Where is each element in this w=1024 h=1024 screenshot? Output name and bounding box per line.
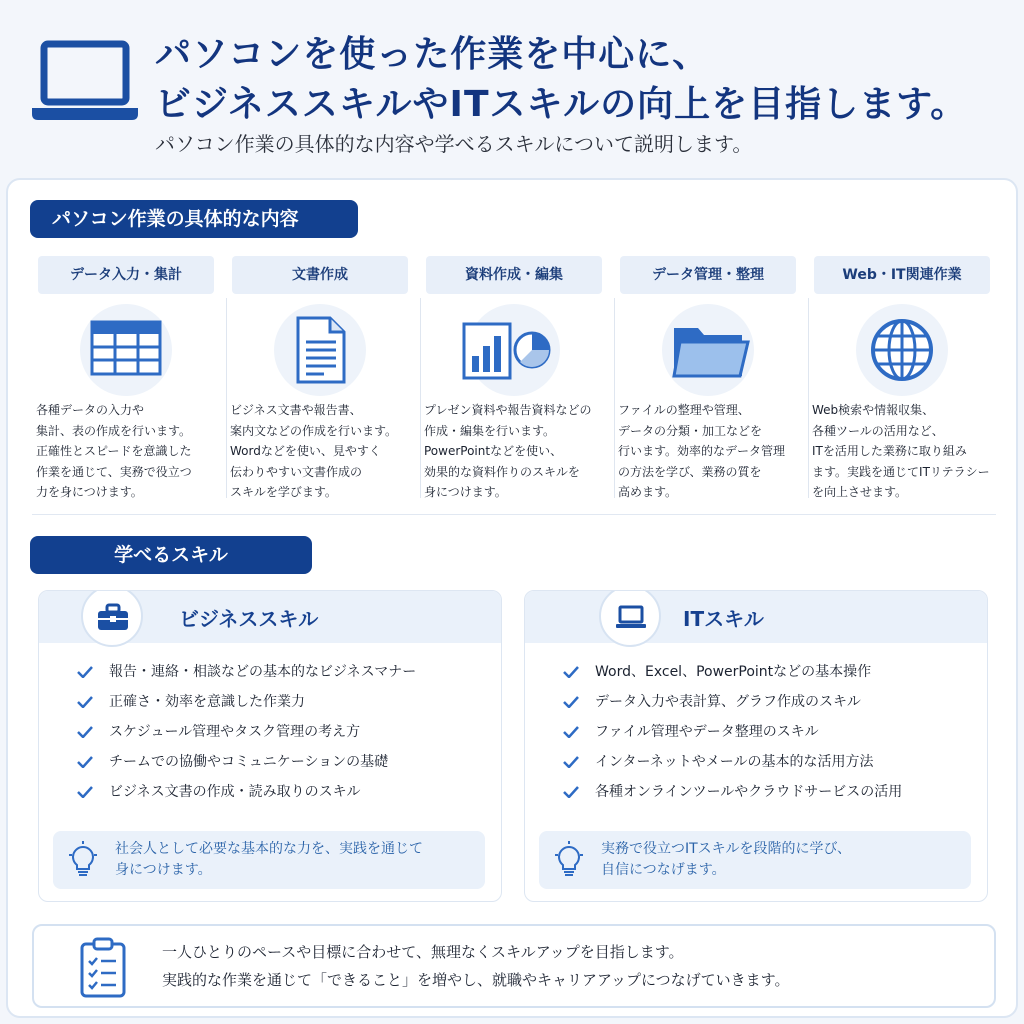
work-column-data-entry (32, 254, 220, 504)
folder-icon (662, 304, 754, 396)
tip-text: 実務で役立つITスキルを段階的に学び、 自信につなげます。 (601, 841, 851, 878)
check-icon (563, 726, 579, 738)
it-tip (539, 831, 971, 889)
work-column-materials (420, 254, 608, 504)
skill-item-text: 報告・連絡・相談などの基本的なビジネスマナー (109, 664, 417, 680)
laptop-icon (30, 40, 140, 122)
page-header (0, 0, 1024, 175)
it-skill-panel (524, 590, 988, 902)
list-item (563, 717, 902, 747)
work-columns (32, 254, 998, 514)
footer-text: 一人ひとりのペースや目標に合わせて、無理なくスキルアップを目指します。 実践的な作業を通じて「できること」を増やし、就職やキャリアアップにつなげていきます。 (162, 943, 790, 989)
list-item (77, 657, 416, 687)
skill-item-text: ビジネス文書の作成・読み取りのスキル (109, 784, 361, 800)
globe-icon (856, 304, 948, 396)
column-heading: データ入力・集計 (38, 256, 214, 294)
skill-item-text: ファイル管理やデータ整理のスキル (595, 724, 819, 740)
laptop-icon (614, 600, 648, 634)
business-skill-list (77, 657, 416, 807)
skill-item-text: チームでの協働やコミュニケーションの基礎 (109, 754, 389, 770)
skills-section-heading: 学べるスキル (30, 536, 312, 574)
column-heading: 資料作成・編集 (426, 256, 602, 294)
check-icon (77, 786, 93, 798)
check-icon (77, 696, 93, 708)
page-title-line2: ビジネススキルやITスキルの向上を目指します。 (155, 84, 968, 125)
panel-header (39, 591, 501, 643)
list-item (77, 717, 416, 747)
skill-item-text: インターネットやメールの基本的な活用方法 (595, 754, 874, 770)
list-item (77, 777, 416, 807)
footer-note (32, 924, 996, 1008)
panel-title: ITスキル (683, 607, 764, 631)
work-column-data-management (614, 254, 802, 504)
panel-header (525, 591, 987, 643)
panel-title: ビジネススキル (179, 607, 319, 631)
tip-text: 社会人として必要な基本的な力を、実践を通じて 身につけます。 (115, 841, 423, 878)
document-icon (274, 304, 366, 396)
page-subtitle: パソコン作業の具体的な内容や学べるスキルについて説明します。 (155, 132, 753, 156)
column-heading: データ管理・整理 (620, 256, 796, 294)
it-skill-list (563, 657, 902, 807)
check-icon (77, 756, 93, 768)
skill-item-text: スケジュール管理やタスク管理の考え方 (109, 724, 361, 740)
clipboard-checklist-icon (78, 936, 128, 998)
content-card (6, 178, 1018, 1018)
business-tip (53, 831, 485, 889)
list-item (563, 657, 902, 687)
column-description: ビジネス文書や報告書、 案内文などの作成を行います。 Wordなどを使い、見やすく 伝わりやすい文書作成の スキルを学びます。 (230, 403, 398, 499)
skill-item-text: Word、Excel、PowerPointなどの基本操作 (595, 664, 872, 680)
column-description: 各種データの入力や 集計、表の作成を行います。 正確性とスピードを意識した 作業を通じて、実務で役立つ 力を身につけます。 (36, 403, 192, 499)
column-heading: Web・IT関連作業 (814, 256, 990, 294)
check-icon (563, 786, 579, 798)
column-heading: 文書作成 (232, 256, 408, 294)
spreadsheet-icon (80, 304, 172, 396)
lightbulb-icon (553, 841, 585, 879)
list-item (563, 687, 902, 717)
column-description: プレゼン資料や報告資料などの 作成・編集を行います。 PowerPointなどを使い、 効果的な資料作りのスキルを 身につけます。 (424, 403, 592, 499)
chart-icon (460, 304, 572, 396)
work-column-web-it (808, 254, 996, 504)
check-icon (563, 756, 579, 768)
section-separator (32, 514, 996, 515)
list-item (563, 747, 902, 777)
skill-item-text: データ入力や表計算、グラフ作成のスキル (595, 694, 861, 710)
check-icon (77, 666, 93, 678)
business-skill-panel (38, 590, 502, 902)
work-column-document (226, 254, 414, 504)
page-title-line1: パソコンを使った作業を中心に、 (155, 34, 710, 75)
skill-item-text: 各種オンラインツールやクラウドサービスの活用 (595, 784, 903, 800)
check-icon (563, 696, 579, 708)
column-description: ファイルの整理や管理、 データの分類・加工などを 行います。効率的なデータ管理 の方法を学び、業務の質を 高めます。 (618, 403, 786, 499)
list-item (77, 687, 416, 717)
work-section-heading: パソコン作業の具体的な内容 (30, 200, 358, 238)
lightbulb-icon (67, 841, 99, 879)
skill-item-text: 正確さ・効率を意識した作業力 (109, 694, 305, 710)
list-item (77, 747, 416, 777)
list-item (563, 777, 902, 807)
column-description: Web検索や情報収集、 各種ツールの活用など、 ITを活用した業務に取り組み ます。実践を通じてITリテラシー を向上させます。 (812, 403, 990, 499)
check-icon (77, 726, 93, 738)
briefcase-icon (96, 600, 130, 634)
check-icon (563, 666, 579, 678)
